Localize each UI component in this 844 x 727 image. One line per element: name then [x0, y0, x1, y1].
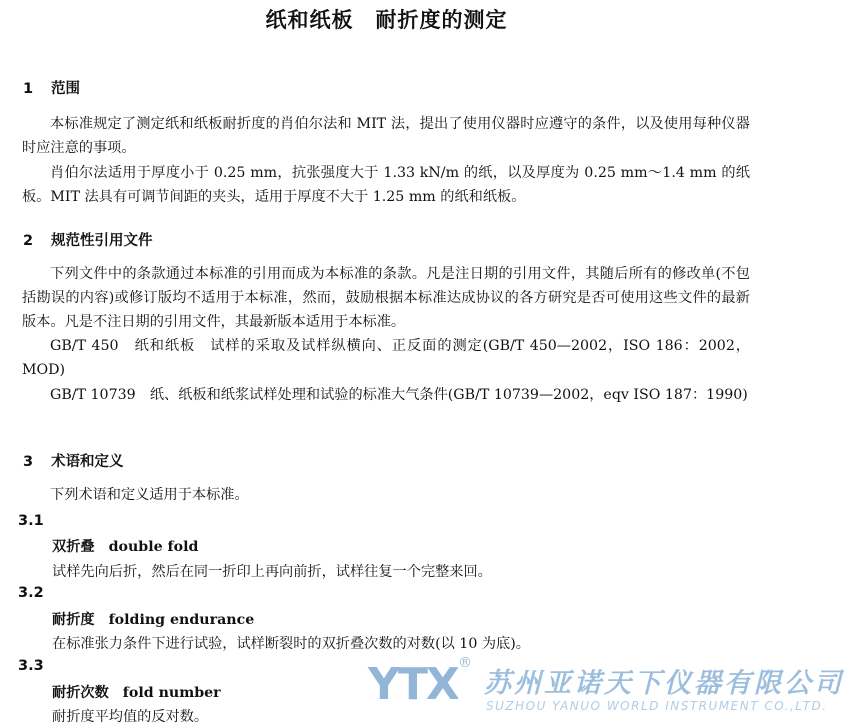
section-2-paragraph-1: 下列文件中的条款通过本标准的引用而成为本标准的条款。凡是注日期的引用文件，其随后所有的修改单(不包括勘误的内容)或修订版均不适用于本标准，然而，鼓励根据本标准达成协议的各方研究是否可使用这些文件的最新版本。凡是不注日期的引用文件，其最新版本适用于本标准。 — [22, 266, 750, 330]
section-2-heading — [23, 229, 153, 250]
reference-gbt-450: GB/T 450 纸和纸板 试样的采取及试样纵横向、正反面的测定(GB/T 450—2002，ISO 186：2002，MOD) — [22, 338, 750, 378]
term-number: 3.2 — [18, 585, 44, 601]
section-1-heading — [23, 77, 80, 98]
term-en: folding endurance — [108, 612, 255, 628]
term-en: double fold — [108, 539, 199, 555]
section-number: 2 — [23, 233, 34, 249]
document-title: 纸和纸板 耐折度的测定 — [265, 8, 508, 32]
term-zh: 耐折度 — [52, 612, 95, 628]
section-title: 术语和定义 — [51, 454, 124, 470]
term-3-2 — [52, 609, 254, 629]
section-number: 1 — [23, 81, 34, 97]
reference-gbt-10739: GB/T 10739 纸、纸板和纸浆试样处理和试验的标准大气条件(GB/T 10739—2002，eqv ISO 187：1990) — [50, 387, 748, 403]
term-zh: 双折叠 — [52, 539, 95, 555]
term-definition: 耐折度平均值的反对数。 — [52, 709, 209, 725]
company-watermark — [368, 655, 844, 725]
section-3-paragraph-1: 下列术语和定义适用于本标准。 — [50, 487, 249, 503]
term-en: fold number — [122, 685, 221, 701]
term-3-3 — [52, 682, 221, 702]
term-zh: 耐折次数 — [52, 685, 109, 701]
term-number: 3.3 — [18, 658, 44, 674]
section-1-paragraph-1: 本标准规定了测定纸和纸板耐折度的肖伯尔法和 MIT 法，提出了使用仪器时应遵守的条件，以及使用每种仪器时应注意的事项。 — [22, 116, 750, 156]
term-definition: 在标准张力条件下进行试验，试样断裂时的双折叠次数的对数(以 10 为底)。 — [52, 636, 530, 652]
term-3-1 — [52, 536, 198, 556]
watermark-company-cn: 苏州亚诺天下仪器有限公司 — [484, 668, 844, 699]
term-definition: 试样先向后折，然后在同一折印上再向前折，试样往复一个完整来回。 — [52, 564, 492, 580]
registered-mark: ® — [458, 655, 472, 671]
section-1-paragraph-2: 肖伯尔法适用于厚度小于 0.25 mm，抗张强度大于 1.33 kN/m 的纸，以及厚度为 0.25 mm～1.4 mm 的纸板。MIT 法具有可调节间距的夹头，适用于厚度不大于 1.25 mm 的纸和纸板。 — [22, 165, 750, 205]
section-title: 规范性引用文件 — [51, 233, 153, 249]
section-title: 范围 — [51, 81, 80, 97]
section-number: 3 — [23, 454, 34, 470]
term-number: 3.1 — [18, 513, 44, 529]
section-3-heading — [23, 450, 124, 471]
watermark-company-en: SUZHOU YANUO WORLD INSTRUMENT CO.,LTD. — [486, 699, 828, 713]
ytx-logo-icon: YTX — [368, 659, 458, 710]
